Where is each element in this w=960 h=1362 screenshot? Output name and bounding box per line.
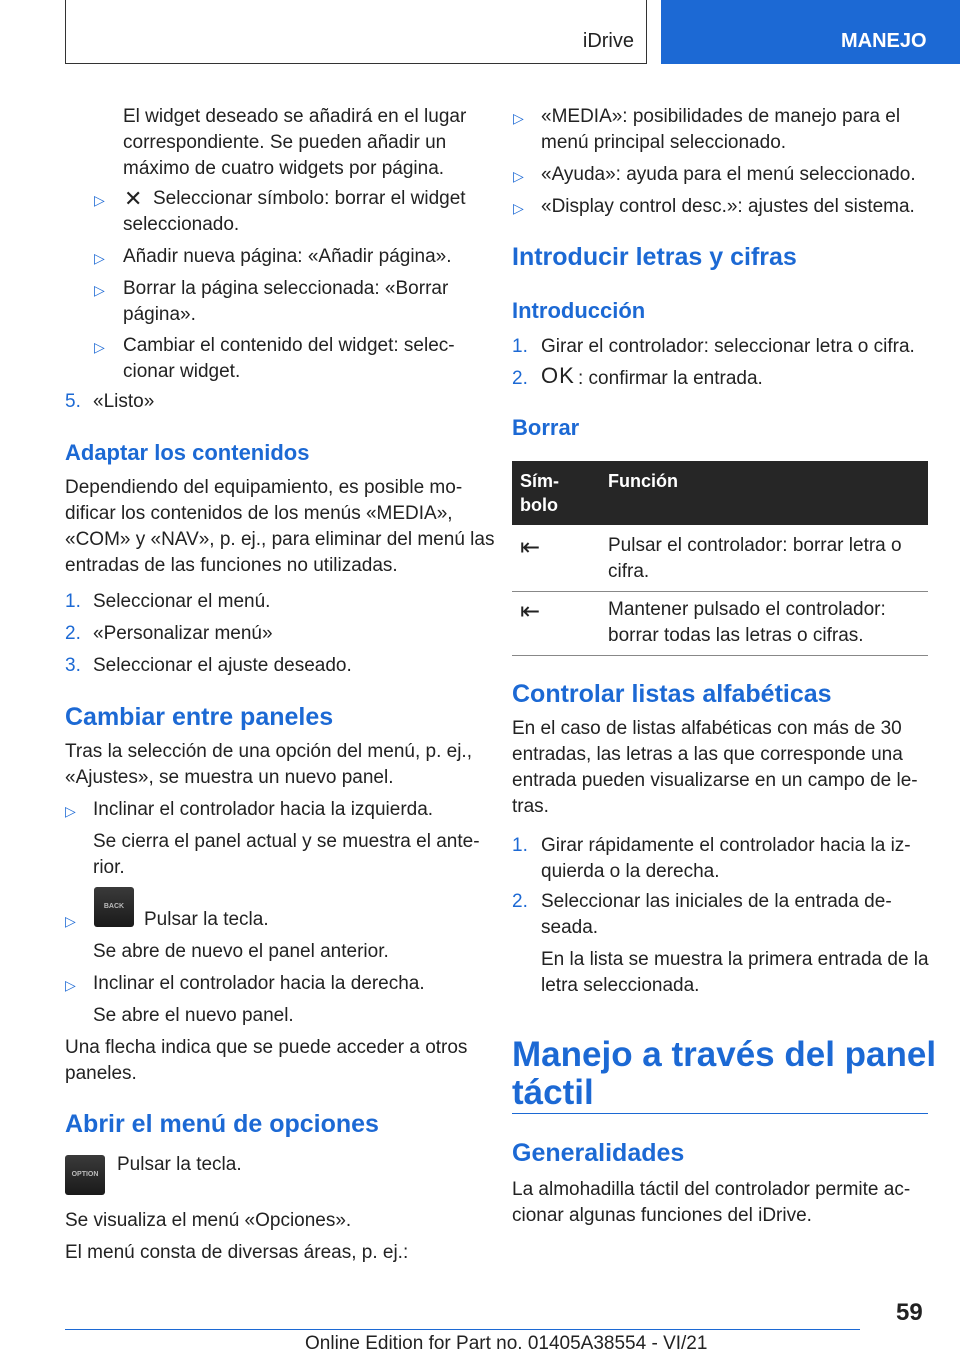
bullet-add-page: Añadir nueva página: «Añadir página».	[123, 246, 452, 267]
column-symbol: Sím- bolo	[520, 471, 560, 515]
delete-arrow-icon: ⇤	[520, 534, 541, 561]
bullet-triangle-icon: ▷	[513, 168, 524, 184]
step-text: : confirmar la entrada.	[578, 368, 763, 389]
header-box	[65, 0, 647, 64]
bullet-triangle-icon: ▷	[94, 192, 105, 208]
heading-adaptar: Adaptar los contenidos	[65, 440, 310, 465]
bullet-press-back: Pulsar la tecla.	[144, 909, 269, 930]
bullet-change-widget: Cambiar el contenido del widget: selec- cionar widget.	[123, 335, 455, 382]
step-number: 2.	[512, 891, 528, 912]
bullet-triangle-icon: ▷	[94, 339, 105, 355]
bullet-triangle-icon: ▷	[65, 803, 76, 819]
cambiar-paragraph: Tras la selección de una opción del menú, p. ej., «Ajustes», se muestra un nuevo panel.	[65, 741, 472, 788]
table-divider	[512, 655, 928, 656]
bullet-triangle-icon: ▷	[94, 250, 105, 266]
back-result: Se abre de nuevo el panel anterior.	[93, 941, 389, 962]
step-text: Seleccionar las iniciales de la entrada de- seada.	[541, 891, 892, 938]
options-shown: Se visualiza el menú «Opciones».	[65, 1210, 352, 1231]
bullet-delete-page: Borrar la página seleccionada: «Borrar página».	[123, 278, 449, 325]
heading-borrar: Borrar	[512, 415, 580, 440]
heading-introduccion: Introducción	[512, 298, 646, 323]
chapter-title: MANEJO	[841, 30, 927, 52]
step-text: «Personalizar menú»	[93, 623, 273, 644]
bullet-ayuda: «Ayuda»: ayuda para el menú seleccionado.	[541, 164, 916, 185]
ok-icon: OK	[541, 363, 575, 388]
step-text: «Listo»	[93, 391, 155, 412]
bullet-triangle-icon: ▷	[513, 110, 524, 126]
chapter-tab	[661, 0, 960, 64]
option-key-icon: OPTION	[65, 1155, 105, 1195]
bullet-delete-widget: Seleccionar símbolo: borrar el widget	[153, 188, 466, 209]
tilt-left-result: Se cierra el panel actual y se muestra el ante- rior.	[93, 831, 480, 878]
close-icon: ✕	[124, 186, 143, 211]
bullet-triangle-icon: ▷	[65, 913, 76, 929]
arrow-paragraph: Una flecha indica que se puede acceder a otros paneles.	[65, 1037, 468, 1084]
step-text: Girar rápidamente el controlador hacia la iz- quierda o la derecha.	[541, 835, 911, 882]
tilt-right-result: Se abre el nuevo panel.	[93, 1005, 294, 1026]
back-key-icon: BACK	[94, 887, 134, 927]
step-number: 2.	[512, 368, 528, 389]
bullet-media: «MEDIA»: posibilidades de manejo para el menú principal seleccionado.	[541, 106, 901, 153]
step-number: 3.	[65, 655, 81, 676]
bullet-display: «Display control desc.»: ajustes del sistema.	[541, 196, 915, 217]
step-number: 1.	[512, 336, 528, 357]
controlar-paragraph: En el caso de listas alfabéticas con más de 30 entradas, las letras a las que corresponde una entrada pueden visualizarse en un campo de le- tras.	[512, 718, 918, 817]
table-row: Mantener pulsado el controlador: borrar todas las letras o cifras.	[608, 599, 886, 646]
list-result: En la lista se muestra la primera entrada de la letra seleccionada.	[541, 949, 929, 996]
general-paragraph: La almohadilla táctil del controlador permite ac- cionar algunas funciones del iDrive.	[512, 1179, 911, 1226]
bullet-tilt-left: Inclinar el controlador hacia la izquierda.	[93, 799, 434, 820]
table-row: Pulsar el controlador: borrar letra o cifra.	[608, 535, 902, 582]
footer-edition: Online Edition for Part no. 01405A38554 - VI/21	[305, 1333, 708, 1354]
menu-areas: El menú consta de diversas áreas, p. ej.:	[65, 1242, 409, 1263]
bullet-tilt-right: Inclinar el controlador hacia la derecha.	[93, 973, 425, 994]
delete-arrow-icon: ⇤	[520, 598, 541, 625]
widget-paragraph: El widget deseado se añadirá en el lugar correspondiente. Se pueden añadir un máximo de cuatro widgets por página.	[123, 106, 467, 179]
step-number: 1.	[512, 835, 528, 856]
press-option: Pulsar la tecla.	[117, 1154, 242, 1175]
step-number: 5.	[65, 391, 81, 412]
heading-manejo-touch: Manejo a través del panel táctil	[512, 1035, 937, 1112]
table-divider	[512, 591, 928, 592]
step-number: 1.	[65, 591, 81, 612]
adaptar-paragraph: Dependiendo del equipamiento, es posible mo- dificar los contenidos de los menús «MEDIA», «COM» y «NAV», p. ej., para eliminar del menú las entradas de las funciones no utilizadas.	[65, 477, 495, 576]
step-number: 2.	[65, 623, 81, 644]
column-function: Función	[608, 471, 678, 491]
heading-abrir: Abrir el menú de opciones	[65, 1110, 379, 1138]
heading-introducir: Introducir letras y cifras	[512, 243, 797, 271]
table-header	[512, 461, 928, 525]
step-text: Seleccionar el menú.	[93, 591, 271, 612]
step-text: Girar el controlador: seleccionar letra o cifra.	[541, 336, 915, 357]
bullet-triangle-icon: ▷	[65, 977, 76, 993]
bullet-triangle-icon: ▷	[513, 200, 524, 216]
heading-controlar: Controlar listas alfabéticas	[512, 680, 832, 708]
footer-rule	[65, 1329, 860, 1330]
heading-cambiar: Cambiar entre paneles	[65, 703, 334, 731]
heading-generalidades: Generalidades	[512, 1139, 685, 1167]
bullet-triangle-icon: ▷	[94, 282, 105, 298]
page-number: 59	[896, 1299, 923, 1326]
heading-rule	[512, 1113, 928, 1114]
step-text: Seleccionar el ajuste deseado.	[93, 655, 352, 676]
section-title: iDrive	[582, 30, 634, 52]
